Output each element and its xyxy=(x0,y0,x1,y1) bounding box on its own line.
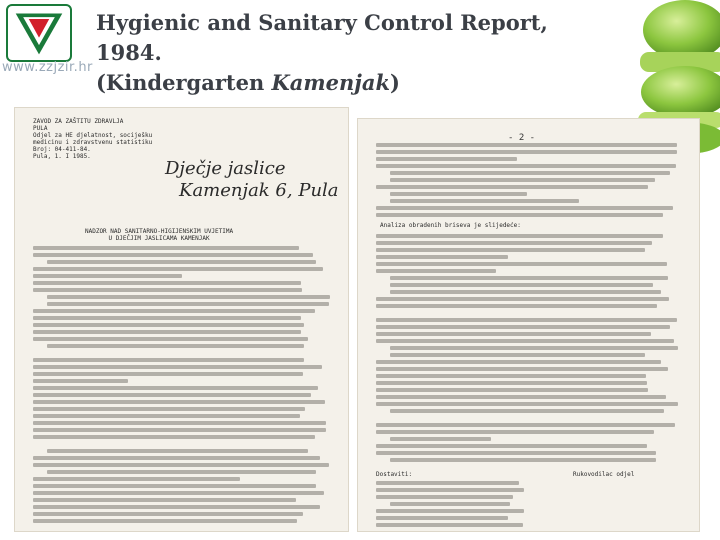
typed-text-line xyxy=(376,423,675,427)
typed-text-line xyxy=(376,488,524,492)
typed-text-line xyxy=(376,185,648,189)
watermark-url: www.zzjzir.hr xyxy=(2,60,93,75)
signature-block: Rukovodilac odjel xyxy=(573,471,635,478)
report-heading-line: U DJEČJIM JASLICAMA KAMENJAK xyxy=(108,235,210,242)
typed-text-line xyxy=(390,502,510,506)
letterhead-line: ZAVOD ZA ZAŠTITU ZDRAVLJA xyxy=(33,118,124,125)
typed-text-line xyxy=(390,346,678,350)
typed-text-line xyxy=(33,379,128,383)
typed-text-line xyxy=(376,213,663,217)
letterhead-line: medicinu i zdravstvenu statistiku xyxy=(33,139,153,146)
typed-text-line xyxy=(376,388,648,392)
typed-text-line xyxy=(47,470,316,474)
typed-text-line xyxy=(376,143,677,147)
typed-text-line xyxy=(376,297,669,301)
typed-text-line xyxy=(376,325,670,329)
typed-text-line xyxy=(390,192,527,196)
typed-text-line xyxy=(376,164,676,168)
handwritten-line: Kamenjak 6, Pula xyxy=(179,180,339,201)
typed-text-line xyxy=(33,463,329,467)
typed-text-line xyxy=(376,241,652,245)
letterhead-line: Pula, 1. I 1985. xyxy=(33,153,91,160)
typed-text-line xyxy=(376,374,646,378)
typed-text-line xyxy=(390,283,653,287)
typed-text-line xyxy=(33,246,299,250)
typed-text-line xyxy=(33,358,304,362)
typed-text-line xyxy=(33,365,322,369)
typed-text-line xyxy=(376,255,508,259)
typed-text-line xyxy=(33,435,315,439)
typed-text-line xyxy=(33,393,311,397)
typed-text-line xyxy=(376,381,647,385)
typed-text-line xyxy=(376,402,678,406)
typed-text-line xyxy=(390,171,670,175)
typed-text-line xyxy=(376,262,667,266)
distribution-label: Dostaviti: xyxy=(376,471,413,478)
typed-text-line xyxy=(33,421,326,425)
page-number: - 2 - xyxy=(508,133,536,143)
typed-text-line xyxy=(47,302,329,306)
typed-text-line xyxy=(33,414,300,418)
typed-text-line xyxy=(33,519,297,523)
page-title xyxy=(96,8,616,98)
typed-text-line xyxy=(376,234,663,238)
title-line-1: Hygienic and Sanitary Control Report, 1984. xyxy=(96,10,548,65)
typed-text-line xyxy=(376,360,661,364)
typed-text-line xyxy=(376,395,666,399)
typed-text-line xyxy=(33,505,320,509)
letterhead-line: PULA xyxy=(33,125,48,132)
typed-text-line xyxy=(376,332,651,336)
typed-text-line xyxy=(376,523,523,527)
typed-text-line xyxy=(33,484,316,488)
typed-text-line xyxy=(390,353,645,357)
typed-text-line xyxy=(376,248,645,252)
typed-text-line xyxy=(376,509,524,513)
handwritten-line: Dječje jaslice xyxy=(165,158,286,179)
typed-text-line xyxy=(33,407,305,411)
typed-text-line xyxy=(390,276,668,280)
typed-text-line xyxy=(33,456,320,460)
report-page-2 xyxy=(357,118,700,532)
letterhead-line: Odjel za HE djelatnost, sociješku xyxy=(33,132,153,139)
typed-text-line xyxy=(33,309,315,313)
logo-emblem-icon xyxy=(8,6,70,60)
typed-text-line xyxy=(33,330,301,334)
typed-text-line xyxy=(390,178,655,182)
typed-text-line xyxy=(390,409,664,413)
section-heading: Analiza obradenih briseva je slijedeće: xyxy=(380,222,521,229)
typed-text-line xyxy=(33,288,302,292)
report-page-1 xyxy=(14,107,349,532)
typed-text-line xyxy=(33,274,182,278)
typed-text-line xyxy=(376,318,677,322)
letterhead-line: Broj: 04-411-84. xyxy=(33,146,91,153)
title-line-2-prefix: (Kindergarten xyxy=(96,70,272,95)
typed-text-line xyxy=(33,400,325,404)
typed-text-line xyxy=(376,157,517,161)
typed-text-line xyxy=(376,495,513,499)
typed-text-line xyxy=(376,150,677,154)
typed-text-line xyxy=(376,451,656,455)
letterhead xyxy=(33,118,152,160)
typed-text-line xyxy=(33,428,326,432)
typed-text-line xyxy=(47,295,330,299)
typed-text-line xyxy=(376,304,657,308)
typed-text-line xyxy=(376,339,674,343)
typed-text-line xyxy=(33,267,323,271)
typed-text-line xyxy=(376,481,519,485)
title-line-2-italic: Kamenjak xyxy=(271,70,391,95)
institute-logo xyxy=(6,4,72,62)
typed-text-line xyxy=(33,323,304,327)
typed-text-line xyxy=(47,344,304,348)
typed-text-line xyxy=(33,337,308,341)
typed-text-line xyxy=(47,449,308,453)
typed-text-line xyxy=(390,458,656,462)
typed-text-line xyxy=(33,498,296,502)
typed-text-line xyxy=(376,367,668,371)
handwritten-address xyxy=(165,158,339,202)
typed-text-line xyxy=(376,444,647,448)
typed-text-line xyxy=(376,206,673,210)
typed-text-line xyxy=(390,437,491,441)
typed-text-line xyxy=(376,430,654,434)
typed-text-line xyxy=(33,281,301,285)
typed-text-line xyxy=(33,253,313,257)
typed-text-line xyxy=(33,477,240,481)
typed-text-line xyxy=(47,260,316,264)
title-line-2 xyxy=(96,68,616,98)
typed-text-line xyxy=(33,386,318,390)
typed-text-line xyxy=(390,290,661,294)
report-heading-line: NADZOR NAD SANITARNO-HIGIJENSKIM UVJETIMA xyxy=(85,228,234,235)
typed-text-line xyxy=(33,512,303,516)
typed-text-line xyxy=(33,491,324,495)
report-heading xyxy=(85,228,233,242)
title-line-2-suffix: ) xyxy=(390,70,400,95)
typed-text-line xyxy=(376,516,508,520)
typed-text-line xyxy=(390,199,579,203)
typed-text-line xyxy=(33,316,301,320)
typed-text-line xyxy=(376,269,496,273)
typed-text-line xyxy=(33,372,303,376)
